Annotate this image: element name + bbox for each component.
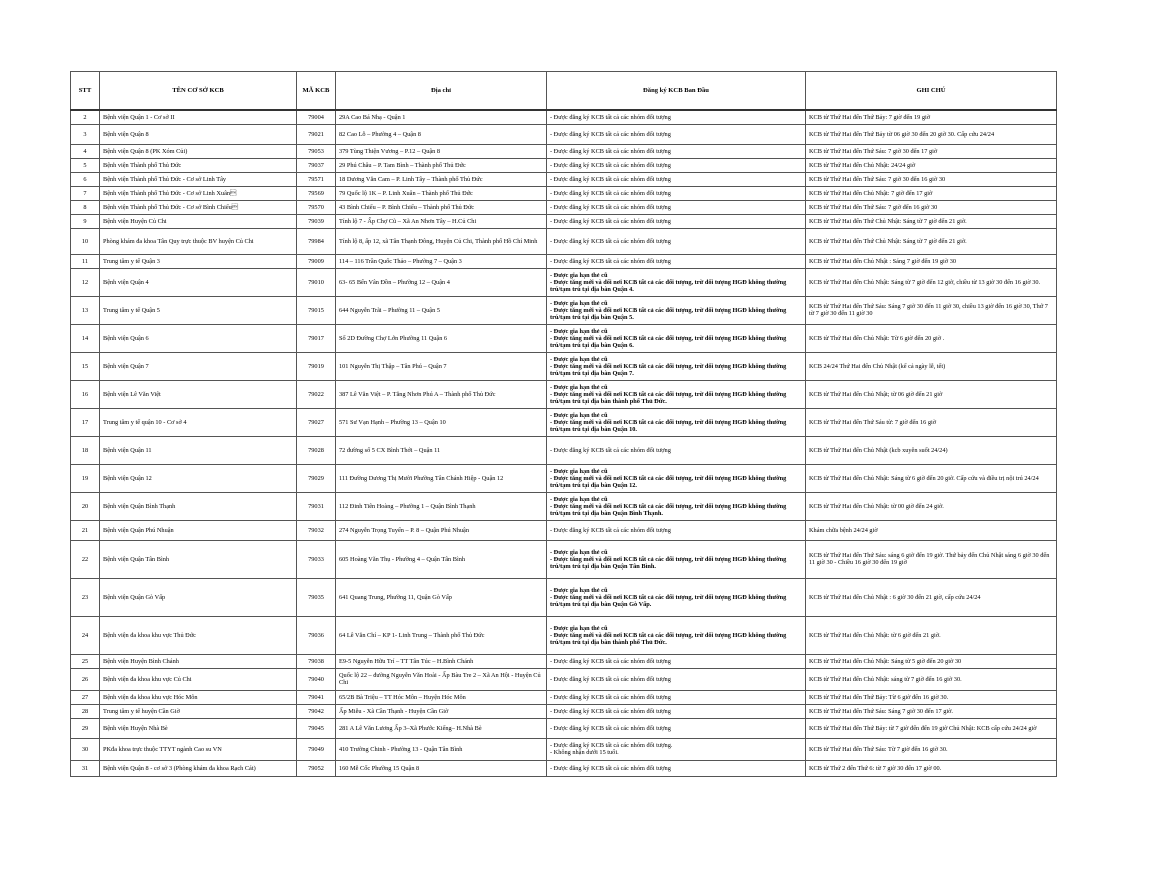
cell-note: KCB từ Thứ Hai đến Thứ Chủ Nhật: Sáng từ 7 giờ đến 21 giờ. — [806, 214, 1057, 228]
cell-note: KCB từ Thứ Hai đến Thứ Sáu: Từ 7 giờ đến 16 giờ 30. — [806, 738, 1057, 760]
cell-note: KCB từ Thứ Hai đến Thứ Bảy từ 06 giờ 30 đến 20 giờ 30. Cấp cứu 24/24 — [806, 124, 1057, 144]
cell-registration — [547, 214, 806, 228]
registration-line: - Được đăng ký KCB tất cả các nhóm đối tượng — [550, 446, 671, 454]
table-row — [71, 228, 1057, 254]
cell-name: Bệnh viện Quận 7 — [100, 352, 297, 380]
cell-name: Bệnh viện Quận 4 — [100, 268, 297, 296]
cell-code: 79027 — [297, 408, 336, 436]
cell-stt: 22 — [71, 540, 100, 578]
cell-registration — [547, 228, 806, 254]
cell-address: 112 Đinh Tiên Hoàng – Phường 1 – Quận Bình Thạnh — [336, 492, 547, 520]
cell-registration — [547, 760, 806, 776]
registration-line: - Không nhận dưới 15 tuổi. — [550, 749, 619, 756]
header-registration: Đăng ký KCB Ban Đầu — [547, 72, 806, 111]
cell-stt: 21 — [71, 520, 100, 540]
cell-code: 79045 — [297, 718, 336, 738]
cell-registration — [547, 520, 806, 540]
table-row — [71, 436, 1057, 464]
cell-registration — [547, 268, 806, 296]
cell-address: 114 – 116 Trần Quốc Thảo – Phường 7 – Quận 3 — [336, 254, 547, 268]
table-row — [71, 200, 1057, 214]
registration-line: - Được gia hạn thẻ cũ — [550, 548, 608, 556]
cell-stt: 4 — [71, 144, 100, 158]
cell-code: 79036 — [297, 616, 336, 654]
cell-address: 641 Quang Trung, Phường 11, Quận Gò Vấp — [336, 578, 547, 616]
cell-note: KCB từ Thứ Hai đến Thứ Sáu: 7 giờ 30 đến 17 giờ — [806, 144, 1057, 158]
cell-registration — [547, 578, 806, 616]
cell-note: KCB từ Thứ Hai đến Chủ Nhật: Sáng từ 6 giờ đến 20 giờ. Cấp cứu và điều trị nội trú 24/24 — [806, 464, 1057, 492]
cell-address: 29 Phú Châu – P. Tam Bình – Thành phố Thủ Đức — [336, 158, 547, 172]
table-row — [71, 186, 1057, 200]
table-row — [71, 520, 1057, 540]
cell-note: KCB từ Thứ Hai đến Chủ Nhật : Sáng 7 giờ đến 19 giờ 30 — [806, 254, 1057, 268]
cell-code: 79035 — [297, 578, 336, 616]
cell-address: 65/2B Bà Triệu – TT Hóc Môn – Huyện Hóc Môn — [336, 690, 547, 704]
registration-line: - Được đăng ký KCB tất cả các nhóm đối tượng — [550, 657, 671, 665]
cell-address: Quốc lộ 22 – đường Nguyễn Văn Hoài - Ấp Bàu Tre 2 – Xã An Hội - Huyện Củ Chi — [336, 668, 547, 690]
registration-line: - Được tăng mới và đổi nơi KCB tất cả các đối tượng, trừ đối tượng HGĐ không thường trú/tạm trú tại địa bàn Quận 10. — [550, 418, 787, 433]
table-row — [71, 268, 1057, 296]
cell-registration — [547, 492, 806, 520]
cell-name: Bệnh viện đa khoa khu vực Thủ Đức — [100, 616, 297, 654]
cell-stt: 10 — [71, 228, 100, 254]
cell-note: KCB từ Thứ Hai đến Chủ Nhật: 7 giờ đến 17 giờ — [806, 186, 1057, 200]
registration-line: - Được đăng ký KCB tất cả các nhóm đối tượng — [550, 147, 671, 155]
cell-registration — [547, 718, 806, 738]
table-row — [71, 464, 1057, 492]
cell-code: 79571 — [297, 172, 336, 186]
registration-line: - Được tăng mới và đổi nơi KCB tất cả các đối tượng, trừ đối tượng HGĐ không thường trú/tạm trú tại địa bàn Quận Tân Bình. — [550, 555, 787, 570]
table-row — [71, 380, 1057, 408]
registration-line: - Được đăng ký KCB tất cả các nhóm đối tượng — [550, 675, 671, 683]
cell-code: 79038 — [297, 654, 336, 668]
cell-name: Bệnh viện Quận Gò Vấp — [100, 578, 297, 616]
cell-address: Tỉnh lộ 8, ấp 12, xã Tân Thạnh Đông, Huyện Củ Chi, Thành phố Hồ Chí Minh — [336, 228, 547, 254]
cell-code: 79569 — [297, 186, 336, 200]
cell-registration — [547, 654, 806, 668]
cell-note: KCB từ Thứ 2 đến Thứ 6: từ 7 giờ 30 đến 17 giờ 00. — [806, 760, 1057, 776]
registration-line: - Được đăng ký KCB tất cả các nhóm đối tượng — [550, 237, 671, 245]
cell-name: Bệnh viện Thành phố Thủ Đức - Cơ sở Linh Xuân — [100, 186, 297, 200]
table-row — [71, 324, 1057, 352]
cell-note: KCB 24/24 Thứ Hai đến Chủ Nhật (kể cả ngày lễ, tết) — [806, 352, 1057, 380]
cell-name: Bệnh viện Quận 8 - cơ sở 3 (Phòng khám đa khoa Rạch Cát) — [100, 760, 297, 776]
cell-address: 79 Quốc lộ 1K – P. Linh Xuân – Thành phố Thủ Đức — [336, 186, 547, 200]
cell-registration — [547, 540, 806, 578]
cell-name: Bệnh viện Quận 8 (PK Xóm Củi) — [100, 144, 297, 158]
cell-note: KCB từ Thứ Hai đến Thứ Bảy: 7 giờ đến 19 giờ — [806, 110, 1057, 124]
cell-registration — [547, 200, 806, 214]
registration-line: - Được gia hạn thẻ cũ — [550, 586, 608, 594]
cell-name: Bệnh viện Huyện Nhà Bè — [100, 718, 297, 738]
cell-stt: 17 — [71, 408, 100, 436]
cell-note: KCB từ Thứ Hai đến Chủ Nhật: từ 6 giờ đến 21 giờ. — [806, 616, 1057, 654]
registration-line: - Được đăng ký KCB tất cả các nhóm đối tượng — [550, 161, 671, 169]
registration-line: - Được đăng ký KCB tất cả các nhóm đối tượng — [550, 130, 671, 138]
cell-stt: 27 — [71, 690, 100, 704]
cell-registration — [547, 704, 806, 718]
cell-address: E9-5 Nguyễn Hữu Trí – TT Tân Túc – H.Bình Chánh — [336, 654, 547, 668]
cell-address: 72 đường số 5 CX Bình Thới – Quận 11 — [336, 436, 547, 464]
table-row — [71, 214, 1057, 228]
cell-code: 79041 — [297, 690, 336, 704]
cell-name: Bệnh viện đa khoa khu vực Củ Chi — [100, 668, 297, 690]
cell-code: 79032 — [297, 520, 336, 540]
cell-name: Bệnh viện Thành phố Thủ Đức — [100, 158, 297, 172]
cell-registration — [547, 464, 806, 492]
cell-address: 63- 65 Bến Vân Đồn – Phường 12 – Quận 4 — [336, 268, 547, 296]
cell-address: 64 Lê Văn Chí – KP 1- Linh Trung – Thành phố Thủ Đức — [336, 616, 547, 654]
cell-address: 43 Bình Chiểu – P. Bình Chiểu – Thành phố Thủ Đức — [336, 200, 547, 214]
cell-stt: 7 — [71, 186, 100, 200]
cell-registration — [547, 324, 806, 352]
cell-code: 79010 — [297, 268, 336, 296]
cell-address: 644 Nguyễn Trãi – Phường 11 – Quận 5 — [336, 296, 547, 324]
header-stt: STT — [71, 72, 100, 111]
cell-address: 111 Đường Dương Thị Mười Phường Tân Chánh Hiệp - Quận 12 — [336, 464, 547, 492]
cell-registration — [547, 172, 806, 186]
table-row — [71, 172, 1057, 186]
cell-name: Trung tâm y tế Quận 3 — [100, 254, 297, 268]
cell-note: Khám chữa bệnh 24/24 giờ — [806, 520, 1057, 540]
table-row — [71, 668, 1057, 690]
table-row — [71, 654, 1057, 668]
cell-code: 79019 — [297, 352, 336, 380]
cell-note: KCB từ Thứ Hai đến Chủ Nhật: 24/24 giờ — [806, 158, 1057, 172]
cell-code: 79015 — [297, 296, 336, 324]
cell-registration — [547, 296, 806, 324]
cell-code: 79028 — [297, 436, 336, 464]
cell-stt: 9 — [71, 214, 100, 228]
registration-line: - Được đăng ký KCB tất cả các nhóm đối tượng — [550, 257, 671, 265]
cell-address: 82 Cao Lỗ – Phường 4 – Quận 8 — [336, 124, 547, 144]
cell-stt: 16 — [71, 380, 100, 408]
cell-note: KCB từ Thứ Hai đến Thứ Bảy: Từ 6 giờ đến 16 giờ 30. — [806, 690, 1057, 704]
cell-registration — [547, 668, 806, 690]
header-name: TÊN CƠ SỞ KCB — [100, 72, 297, 111]
cell-note: KCB từ Thứ Hai đến Thứ Sáu: 7 giờ đến 16 giờ 30 — [806, 200, 1057, 214]
cell-note: KCB từ Thứ Hai đến Chủ Nhật : 6 giờ 30 đến 21 giờ, cấp cứu 24/24 — [806, 578, 1057, 616]
registration-line: - Được gia hạn thẻ cũ — [550, 467, 608, 475]
cell-code: 79053 — [297, 144, 336, 158]
registration-line: - Được gia hạn thẻ cũ — [550, 624, 608, 632]
cell-code: 79021 — [297, 124, 336, 144]
cell-name: Bệnh viện Huyện Bình Chánh — [100, 654, 297, 668]
registration-line: - Được đăng ký KCB tất cả các nhóm đối tượng — [550, 113, 671, 121]
table-row — [71, 408, 1057, 436]
cell-code: 79049 — [297, 738, 336, 760]
table-row — [71, 254, 1057, 268]
cell-code: 79040 — [297, 668, 336, 690]
registration-line: - Được tăng mới và đổi nơi KCB tất cả các đối tượng, trừ đối tượng HGĐ không thường trú/tạm trú tại địa bàn thành phố Thủ Đức. — [550, 390, 787, 405]
cell-note: KCB từ Thứ Hai đến Chủ Nhật: từ 00 giờ đến 24 giờ. — [806, 492, 1057, 520]
cell-stt: 6 — [71, 172, 100, 186]
registration-line: - Được đăng ký KCB tất cả các nhóm đối tượng — [550, 693, 671, 701]
cell-address: 160 Mễ Cốc Phường 15 Quận 8 — [336, 760, 547, 776]
registration-line: - Được gia hạn thẻ cũ — [550, 327, 608, 335]
cell-stt: 26 — [71, 668, 100, 690]
registration-line: - Được tăng mới và đổi nơi KCB tất cả các đối tượng, trừ đối tượng HGĐ không thường trú/tạm trú tại địa bàn Quận 5. — [550, 306, 787, 321]
cell-name: Bệnh viện đa khoa khu vực Hóc Môn — [100, 690, 297, 704]
cell-code: 79022 — [297, 380, 336, 408]
cell-note: KCB từ Thứ Hai đến Thứ Sáu: 7 giờ 30 đến 16 giờ 30 — [806, 172, 1057, 186]
cell-stt: 20 — [71, 492, 100, 520]
cell-registration — [547, 738, 806, 760]
registration-line: - Được đăng ký KCB tất cả các nhóm đối tượng — [550, 189, 671, 197]
header-note: GHI CHÚ — [806, 72, 1057, 111]
cell-code: 79570 — [297, 200, 336, 214]
cell-note: KCB từ Thứ Hai đến Thứ Sáu: Sáng 7 giờ 30 đến 17 giờ. — [806, 704, 1057, 718]
cell-note: KCB từ Thứ Hai đến Chủ Nhật: Sáng từ 5 giờ đến 20 giờ 30 — [806, 654, 1057, 668]
registration-line: - Được đăng ký KCB tất cả các nhóm đối tượng — [550, 217, 671, 225]
cell-registration — [547, 352, 806, 380]
cell-note: KCB từ Thứ Hai đến Chủ Nhật (kcb xuyên suốt 24/24) — [806, 436, 1057, 464]
cell-name: Bệnh viện Thành phố Thủ Đức - Cơ sở Linh Tây — [100, 172, 297, 186]
registration-line: - Được tăng mới và đổi nơi KCB tất cả các đối tượng, trừ đối tượng HGĐ không thường trú/tạm trú tại địa bàn Quận 6. — [550, 334, 787, 349]
cell-name: PKđa khoa trực thuộc TTYT ngành Cao su VN — [100, 738, 297, 760]
cell-code: 79009 — [297, 254, 336, 268]
cell-name: Bệnh viện Quận 6 — [100, 324, 297, 352]
cell-address: 387 Lê Văn Việt – P. Tăng Nhơn Phú A – Thành phố Thủ Đức — [336, 380, 547, 408]
cell-stt: 23 — [71, 578, 100, 616]
facility-table — [70, 71, 1057, 777]
table-row — [71, 718, 1057, 738]
cell-address: 274 Nguyễn Trọng Tuyển – P. 8 – Quận Phú Nhuận — [336, 520, 547, 540]
table-row — [71, 760, 1057, 776]
cell-code: 79037 — [297, 158, 336, 172]
table-row — [71, 144, 1057, 158]
cell-stt: 2 — [71, 110, 100, 124]
table-row — [71, 578, 1057, 616]
table-row — [71, 492, 1057, 520]
cell-registration — [547, 690, 806, 704]
cell-address: 18 Dương Văn Cam – P. Linh Tây – Thành phố Thủ Đức — [336, 172, 547, 186]
header-address: Địa chỉ — [336, 72, 547, 111]
cell-stt: 15 — [71, 352, 100, 380]
registration-line: - Được đăng ký KCB tất cả các nhóm đối tượng — [550, 764, 671, 772]
cell-stt: 11 — [71, 254, 100, 268]
cell-address: Tỉnh lộ 7 - Ấp Chợ Cũ – Xã An Nhơn Tây – H.Củ Chi — [336, 214, 547, 228]
cell-name: Bệnh viện Quận 11 — [100, 436, 297, 464]
cell-code: 79033 — [297, 540, 336, 578]
cell-name: Bệnh viện Quận 12 — [100, 464, 297, 492]
cell-stt: 8 — [71, 200, 100, 214]
table-row — [71, 690, 1057, 704]
registration-line: - Được đăng ký KCB tất cả các nhóm đối tượng — [550, 203, 671, 211]
table-row — [71, 124, 1057, 144]
table-row — [71, 296, 1057, 324]
registration-line: - Được gia hạn thẻ cũ — [550, 271, 608, 279]
cell-name: Trung tâm y tế quận 10 - Cơ sở 4 — [100, 408, 297, 436]
cell-note: KCB từ Thứ Hai đến Thứ Sáu: sáng 6 giờ đến 19 giờ. Thứ bảy đến Chủ Nhật sáng 6 giờ 30 đến 11 giờ 30 - Chiều 16 giờ 30 đến 19 giờ — [806, 540, 1057, 578]
cell-note: KCB từ Thứ Hai đến Chủ Nhật: Sáng từ 7 giờ đến 12 giờ, chiều từ 13 giờ 30 đến 16 giờ 30. — [806, 268, 1057, 296]
table-row — [71, 352, 1057, 380]
cell-code: 79004 — [297, 110, 336, 124]
cell-stt: 12 — [71, 268, 100, 296]
cell-name: Phòng khám đa khoa Tân Quy trực thuộc BV huyện Củ Chi — [100, 228, 297, 254]
cell-name: Bệnh viện Quận Bình Thạnh — [100, 492, 297, 520]
table-row — [71, 738, 1057, 760]
registration-line: - Được gia hạn thẻ cũ — [550, 299, 608, 307]
registration-line: - Được tăng mới và đổi nơi KCB tất cả các đối tượng, trừ đối tượng HGĐ không thường trú/tạm trú tại địa bàn thành phố Thủ Đức. — [550, 631, 787, 646]
cell-registration — [547, 380, 806, 408]
cell-note: KCB từ Thứ Hai đến Thứ Chủ Nhật: Sáng từ 7 giờ đến 21 giờ. — [806, 228, 1057, 254]
cell-stt: 14 — [71, 324, 100, 352]
cell-stt: 13 — [71, 296, 100, 324]
cell-note: KCB từ Thứ Hai đến Thứ Sáu từ: 7 giờ đến 16 giờ — [806, 408, 1057, 436]
cell-stt: 25 — [71, 654, 100, 668]
cell-name: Bệnh viện Quận 8 — [100, 124, 297, 144]
cell-stt: 3 — [71, 124, 100, 144]
cell-code: 79031 — [297, 492, 336, 520]
cell-note: KCB từ Thứ Hai đến Thứ Bảy: từ 7 giờ đến đến 19 giờ Chủ Nhật: KCB cấp cứu 24/24 giờ — [806, 718, 1057, 738]
registration-line: - Được tăng mới và đổi nơi KCB tất cả các đối tượng, trừ đối tượng HGĐ không thường trú/tạm trú tại địa bàn Quận 12. — [550, 474, 787, 489]
cell-address: 101 Nguyễn Thị Thập – Tân Phú – Quận 7 — [336, 352, 547, 380]
cell-stt: 29 — [71, 718, 100, 738]
cell-code: 79984 — [297, 228, 336, 254]
cell-name: Trung tâm y tế huyện Cần Giờ — [100, 704, 297, 718]
cell-address: Số 2D Đường Chợ Lớn Phường 11 Quận 6 — [336, 324, 547, 352]
cell-address: 281 A Lê Văn Lương Ấp 3–Xã Phước Kiểng– H.Nhà Bè — [336, 718, 547, 738]
cell-registration — [547, 124, 806, 144]
table-row — [71, 704, 1057, 718]
registration-line: - Được gia hạn thẻ cũ — [550, 411, 608, 419]
cell-registration — [547, 110, 806, 124]
cell-note: KCB từ Thứ Hai đến Chủ Nhật: Từ 6 giờ đến 20 giờ . — [806, 324, 1057, 352]
registration-line: - Được đăng ký KCB tất cả các nhóm đối tượng. — [550, 742, 673, 749]
registration-line: - Được tăng mới và đổi nơi KCB tất cả các đối tượng, trừ đối tượng HGĐ không thường trú/tạm trú tại địa bàn Quận 7. — [550, 362, 787, 377]
cell-name: Bệnh viện Huyện Củ Chi — [100, 214, 297, 228]
cell-address: Ấp Miễu - Xã Cần Thạnh - Huyện Cần Giờ — [336, 704, 547, 718]
registration-line: - Được tăng mới và đổi nơi KCB tất cả các đối tượng, trừ đối tượng HGĐ không thường trú/tạm trú tại địa bàn Quận Gò Vấp. — [550, 593, 787, 608]
cell-registration — [547, 186, 806, 200]
table-row — [71, 616, 1057, 654]
registration-line: - Được tăng mới và đổi nơi KCB tất cả các đối tượng, trừ đối tượng HGĐ không thường trú/tạm trú tại địa bàn Quận Bình Thạnh. — [550, 502, 787, 517]
cell-registration — [547, 616, 806, 654]
cell-note: KCB từ Thứ Hai đến Chủ Nhật: sáng từ 7 giờ đến 16 giờ 30. — [806, 668, 1057, 690]
header-code: MÃ KCB — [297, 72, 336, 111]
cell-note: KCB từ Thứ Hai đến Chủ Nhật; từ 06 giờ đến 21 giờ — [806, 380, 1057, 408]
registration-line: - Được đăng ký KCB tất cả các nhóm đối tượng — [550, 175, 671, 183]
cell-note: KCB từ Thứ Hai đến Thứ Sáu: Sáng 7 giờ 30 đến 11 giờ 30, chiều 13 giờ đến 16 giờ 30, Thứ 7 từ 7 giờ 30 đến 11 giờ 30 — [806, 296, 1057, 324]
table-header-row — [71, 72, 1057, 111]
cell-address: 29A Cao Bá Nhạ - Quận 1 — [336, 110, 547, 124]
registration-line: - Được đăng ký KCB tất cả các nhóm đối tượng — [550, 707, 671, 715]
cell-name: Bệnh viện Quận Tân Bình — [100, 540, 297, 578]
cell-stt: 24 — [71, 616, 100, 654]
cell-registration — [547, 436, 806, 464]
cell-registration — [547, 408, 806, 436]
cell-code: 79052 — [297, 760, 336, 776]
cell-registration — [547, 144, 806, 158]
cell-name: Bệnh viện Lê Văn Việt — [100, 380, 297, 408]
cell-code: 79017 — [297, 324, 336, 352]
cell-registration — [547, 254, 806, 268]
cell-stt: 28 — [71, 704, 100, 718]
cell-stt: 5 — [71, 158, 100, 172]
cell-stt: 18 — [71, 436, 100, 464]
registration-line: - Được đăng ký KCB tất cả các nhóm đối tượng — [550, 724, 671, 732]
cell-stt: 31 — [71, 760, 100, 776]
registration-line: - Được gia hạn thẻ cũ — [550, 495, 608, 503]
cell-name: Trung tâm y tế Quận 5 — [100, 296, 297, 324]
cell-address: 571 Sư Vạn Hạnh – Phường 13 – Quận 10 — [336, 408, 547, 436]
table-row — [71, 158, 1057, 172]
cell-registration — [547, 158, 806, 172]
cell-code: 79039 — [297, 214, 336, 228]
cell-stt: 30 — [71, 738, 100, 760]
table-row — [71, 110, 1057, 124]
cell-name: Bệnh viện Thành phố Thủ Đức - Cơ sở Bình Chiểu — [100, 200, 297, 214]
cell-address: 379 Tùng Thiện Vương – P.12 – Quận 8 — [336, 144, 547, 158]
cell-name: Bệnh viện Quận Phú Nhuận — [100, 520, 297, 540]
cell-address: 410 Trường Chinh - Phường 13 - Quận Tân Bình — [336, 738, 547, 760]
cell-code: 79029 — [297, 464, 336, 492]
registration-line: - Được gia hạn thẻ cũ — [550, 355, 608, 363]
registration-line: - Được tăng mới và đổi nơi KCB tất cả các đối tượng, trừ đối tượng HGĐ không thường trú/tạm trú tại địa bàn Quận 4. — [550, 278, 787, 293]
cell-stt: 19 — [71, 464, 100, 492]
cell-name: Bệnh viện Quận 1 - Cơ sở II — [100, 110, 297, 124]
registration-line: - Được gia hạn thẻ cũ — [550, 383, 608, 391]
registration-line: - Được đăng ký KCB tất cả các nhóm đối tượng — [550, 526, 671, 534]
table-row — [71, 540, 1057, 578]
cell-address: 605 Hoàng Văn Thụ - Phường 4 – Quận Tân Bình — [336, 540, 547, 578]
cell-code: 79042 — [297, 704, 336, 718]
